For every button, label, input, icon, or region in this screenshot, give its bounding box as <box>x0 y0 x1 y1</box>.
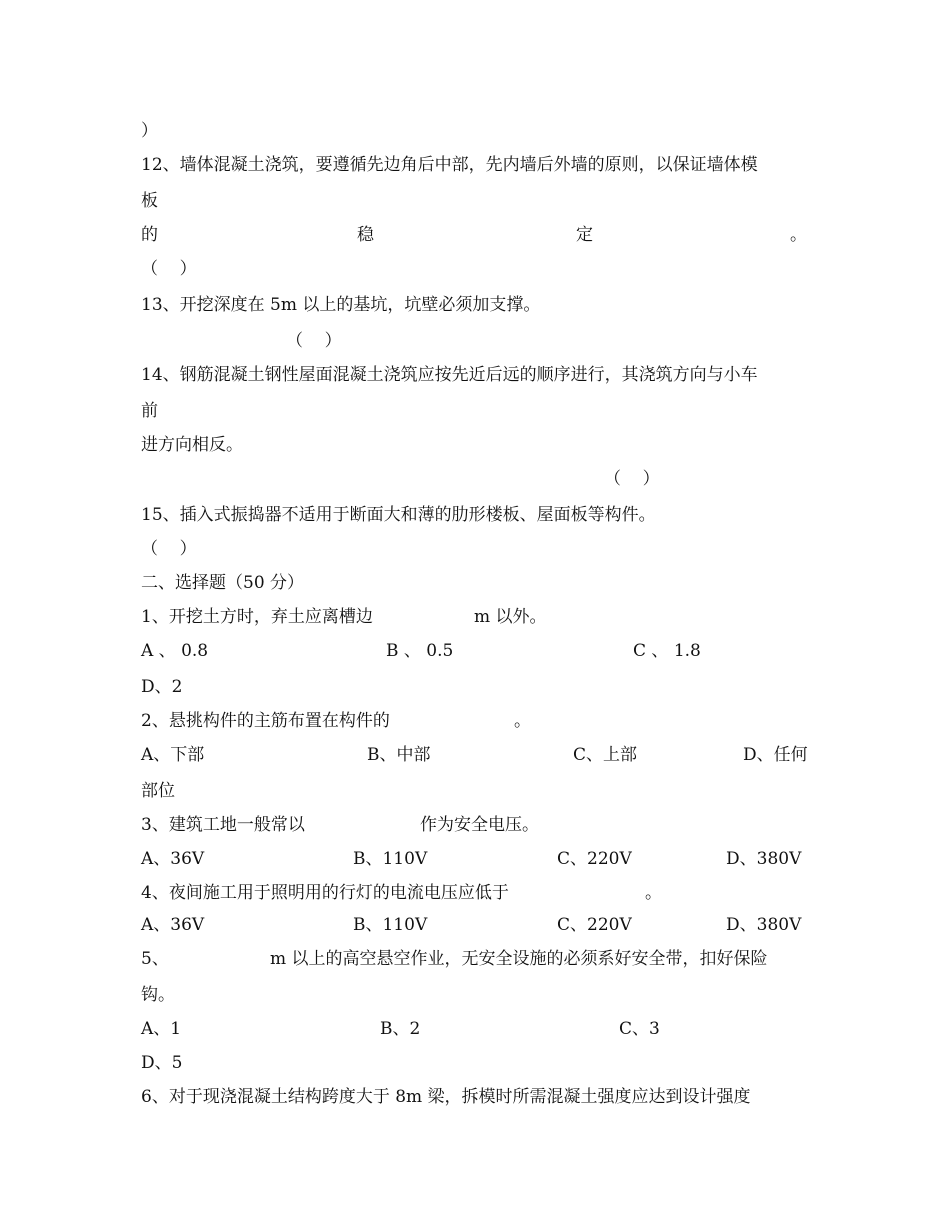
choice-question-3: 3、建筑工地一般常以 <box>141 815 305 835</box>
option-b: B、110V <box>353 849 428 869</box>
text-line: ） <box>141 121 158 141</box>
answer-brackets: （ ） <box>604 469 660 489</box>
text-line: 钩。 <box>141 985 175 1005</box>
text-fragment: 稳 <box>357 225 374 245</box>
option-c: C、220V <box>557 915 632 935</box>
option-d: D、380V <box>726 915 802 935</box>
text-fragment: 作为安全电压。 <box>420 815 539 835</box>
text-fragment: 。 <box>645 883 662 903</box>
text-line: 前 <box>141 401 158 421</box>
option-b: B 、 0.5 <box>386 641 454 661</box>
option-d: D、5 <box>141 1053 183 1073</box>
question-14: 14、钢筋混凝土钢性屋面混凝土浇筑应按先近后远的顺序进行，其浇筑方向与小车 <box>141 365 758 385</box>
option-c: C、220V <box>557 849 632 869</box>
answer-brackets: （ ） <box>141 259 197 279</box>
choice-question-2: 2、悬挑构件的主筋布置在构件的 <box>141 711 390 731</box>
text-line: 部位 <box>141 781 175 801</box>
answer-brackets: （ ） <box>141 539 197 559</box>
option-a: A、1 <box>141 1019 182 1039</box>
question-13: 13、开挖深度在 5m 以上的基坑，坑壁必须加支撑。 <box>141 295 541 315</box>
text-line: 进方向相反。 <box>141 435 243 455</box>
text-fragment: 。 <box>790 225 807 245</box>
section-heading: 二、选择题（50 分） <box>141 573 305 593</box>
choice-question-5: 5、 <box>141 949 169 969</box>
question-12: 12、墙体混凝土浇筑，要遵循先边角后中部，先内墙后外墙的原则，以保证墙体模 <box>141 155 758 175</box>
text-fragment: m 以上的高空悬空作业，无安全设施的必须系好安全带，扣好保险 <box>270 949 768 969</box>
choice-question-6: 6、对于现浇混凝土结构跨度大于 8m 梁，拆模时所需混凝土强度应达到设计强度 <box>141 1087 751 1107</box>
option-c: C、3 <box>619 1019 660 1039</box>
text-fragment: m 以外。 <box>474 607 547 627</box>
text-line: 板 <box>141 191 158 211</box>
option-a: A 、 0.8 <box>141 641 209 661</box>
answer-brackets: （ ） <box>286 331 342 351</box>
option-d: D、任何 <box>743 745 808 765</box>
option-d: D、2 <box>141 677 183 697</box>
choice-question-1: 1、开挖土方时，弃土应离槽边 <box>141 607 373 627</box>
text-fragment: 定 <box>576 225 593 245</box>
option-d: D、380V <box>726 849 802 869</box>
option-a: A、36V <box>141 849 205 869</box>
option-b: B、2 <box>380 1019 421 1039</box>
question-15: 15、插入式振捣器不适用于断面大和薄的肋形楼板、屋面板等构件。 <box>141 505 656 525</box>
option-c: C、上部 <box>573 745 638 765</box>
option-a: A、36V <box>141 915 205 935</box>
option-a: A、下部 <box>141 745 205 765</box>
text-fragment: 的 <box>141 225 158 245</box>
option-c: C 、 1.8 <box>633 641 701 661</box>
text-fragment: 。 <box>514 711 531 731</box>
option-b: B、110V <box>353 915 428 935</box>
choice-question-4: 4、夜间施工用于照明用的行灯的电流电压应低于 <box>141 883 509 903</box>
option-b: B、中部 <box>367 745 431 765</box>
